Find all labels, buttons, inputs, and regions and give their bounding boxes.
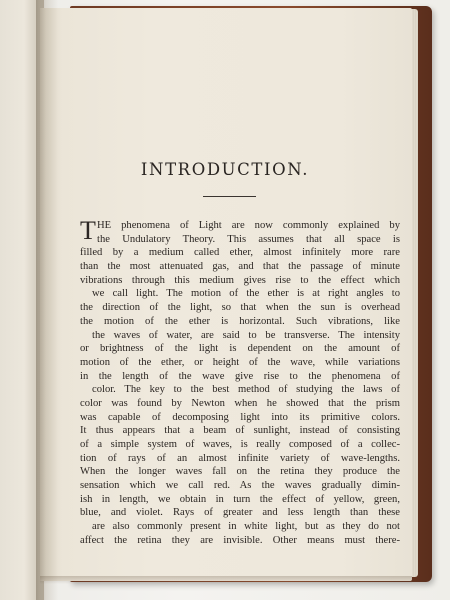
text-line: the motion of the ether is horizontal. Such vibrations, like <box>80 315 400 327</box>
text-line: sensation which we call red. As the waves gradually dimin- <box>80 480 400 492</box>
text-line: vibrations through this medium gives rise to the effect which <box>80 274 400 286</box>
body-text <box>80 216 400 548</box>
page-bottom-shadow <box>40 576 412 584</box>
chapter-heading: INTRODUCTION. <box>140 160 310 179</box>
text-line: than the most attenuated gas, and that the passage of minute <box>80 261 400 273</box>
text-line: in the length of the wave give rise to the phenomena of <box>80 370 400 382</box>
text-line: motion of the ether, or height of the wave, while variations <box>80 356 400 368</box>
text-line: of a simple system of waves, is really composed of a collec- <box>80 439 400 450</box>
text-line: color was found by Newton when he showed that the prism <box>80 397 400 409</box>
text-line: When the longer waves fall on the retina they produce the <box>80 466 400 478</box>
drop-cap: T <box>80 216 96 245</box>
text-line: was capable of decomposing light into its primitive colors. <box>80 411 400 423</box>
text-line: filled by a medium called ether, almost infinitely more rare <box>80 247 400 259</box>
heading-rule <box>203 196 256 197</box>
text-line: It thus appears that a beam of sunlight, instead of consisting <box>80 425 400 437</box>
text-line: color. The key to the best method of studying the laws of <box>92 384 400 396</box>
text-line: the direction of the light, so that when the sun is overhead <box>80 302 400 314</box>
text-line: we call light. The motion of the ether is at right angles to <box>92 288 400 300</box>
text-line: the Undulatory Theory. This assumes that all space is <box>97 233 400 245</box>
text-line: tion of rays of an almost infinite variety of wave-lengths. <box>80 452 400 464</box>
gutter-shadow <box>36 0 58 600</box>
text-line: ish in length, we obtain in turn the effect of yellow, green, <box>80 493 400 505</box>
text-line: are also commonly present in white light, but as they do not <box>92 521 400 533</box>
text-line: blue, and violet. Rays of greater and less length than these <box>80 507 400 519</box>
text-line: HE phenomena of Light are now commonly explained by <box>97 220 400 231</box>
text-line: the waves of water, are said to be transverse. The intensity <box>92 329 400 341</box>
text-line: affect the retina they are invisible. Other means must there- <box>80 534 400 546</box>
text-line: or brightness of the light is dependent on the amount of <box>80 343 400 355</box>
